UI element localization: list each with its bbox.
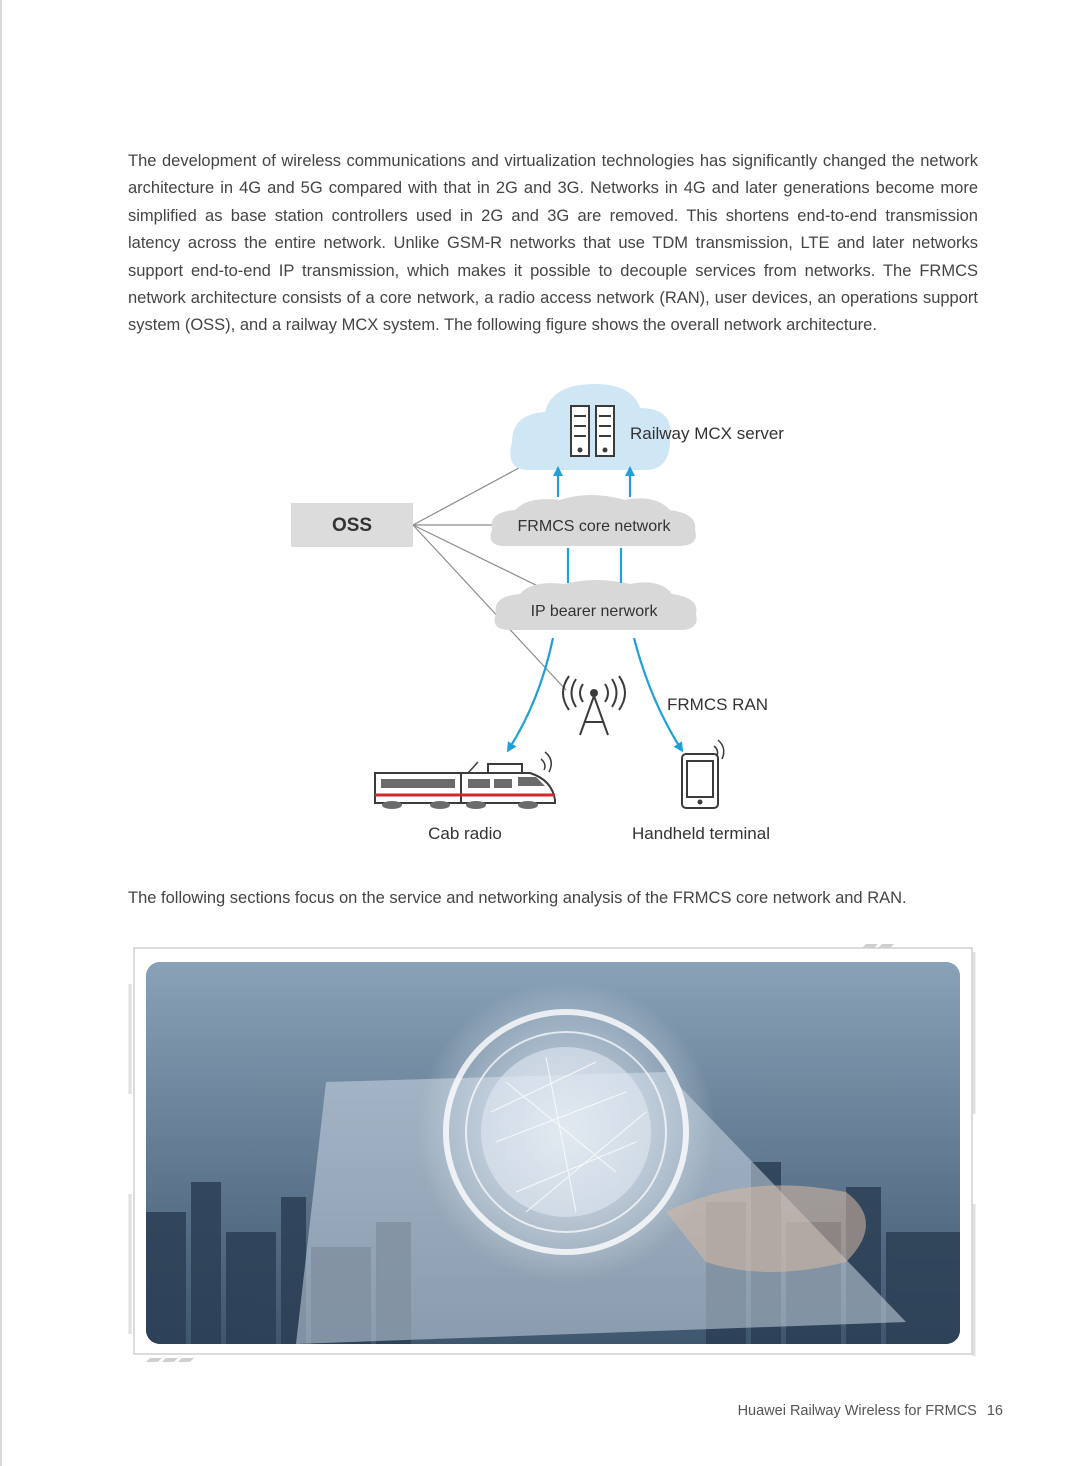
footer-doc-title: Huawei Railway Wireless for FRMCS	[737, 1403, 977, 1419]
cab-radio-label: Cab radio	[428, 824, 502, 843]
core-network-label: FRMCS core network	[517, 518, 671, 535]
oss-connector-lines	[413, 462, 566, 690]
train-icon	[375, 752, 555, 809]
mcx-server-label: Railway MCX server	[630, 424, 784, 443]
antenna-icon	[563, 676, 625, 735]
tablet-globe-photo	[146, 962, 960, 1344]
oss-label: OSS	[331, 515, 373, 536]
handheld-label: Handheld terminal	[632, 824, 770, 843]
ip-bearer-label: IP bearer nerwork	[530, 603, 658, 620]
page-number: 16	[986, 1403, 1003, 1419]
handheld-icon	[682, 740, 724, 808]
network-architecture-diagram	[0, 370, 1080, 850]
ran-label: FRMCS RAN	[667, 695, 769, 714]
following-paragraph: The following sections focus on the service and networking analysis of the FRMCS core network and RAN.	[128, 889, 907, 907]
page-footer	[600, 1403, 1003, 1419]
intro-paragraph: The development of wireless communications and virtualization technologies has significantly changed the network architecture in 4G and 5G compared with that in 2G and 3G. Networks in 4G and later generations become more simplified as base station controllers used in 2G and 3G are removed. This shortens end-to-end transmission latency across the entire network. Unlike GSM-R networks that use TDM transmission, LTE and later networks support end-to-end IP transmission, which makes it possible to decouple services from networks. The FRMCS network architecture consists of a core network, a radio access network (RAN), user devices, an operations support system (OSS), and a railway MCX system. The following figure shows the overall network architecture.	[128, 152, 978, 335]
